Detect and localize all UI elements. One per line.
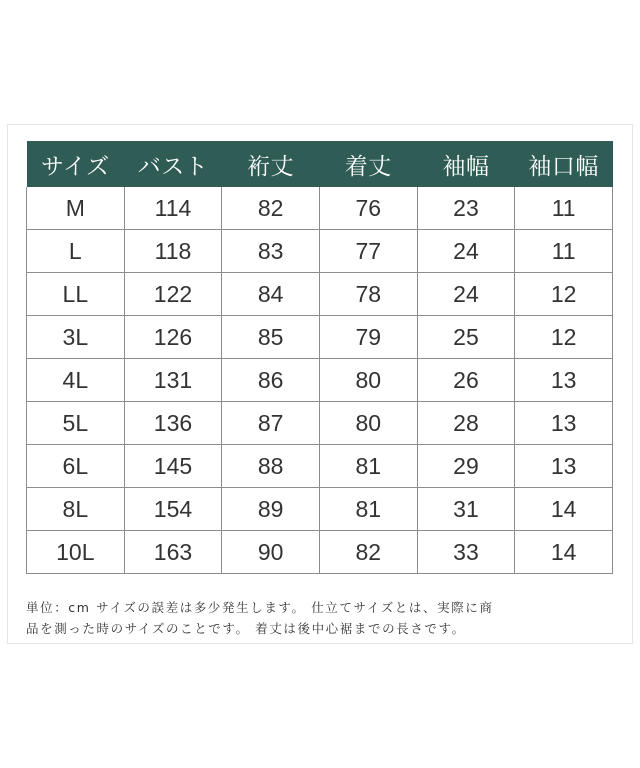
cell-body-length: 81 <box>319 445 417 488</box>
cell-size: 10L <box>27 531 125 574</box>
cell-sleeve-width: 33 <box>417 531 515 574</box>
header-bust: バスト <box>124 141 222 187</box>
table-row <box>27 273 613 316</box>
header-sleeve-length: 裄丈 <box>222 141 320 187</box>
cell-bust: 131 <box>124 359 222 402</box>
cell-sleeve-width: 29 <box>417 445 515 488</box>
cell-bust: 118 <box>124 230 222 273</box>
cell-bust: 145 <box>124 445 222 488</box>
cell-bust: 154 <box>124 488 222 531</box>
table-body <box>27 187 613 574</box>
header-sleeve-width: 袖幅 <box>417 141 515 187</box>
table-row <box>27 445 613 488</box>
cell-sleeve-width: 25 <box>417 316 515 359</box>
cell-sleeve-width: 28 <box>417 402 515 445</box>
cell-cuff-width: 14 <box>515 488 613 531</box>
cell-sleeve-length: 90 <box>222 531 320 574</box>
note-line-2: 品を測った時のサイズのことです。 着丈は後中心裾までの長さです。 <box>26 621 466 636</box>
cell-bust: 163 <box>124 531 222 574</box>
table-row <box>27 187 613 230</box>
cell-body-length: 80 <box>319 359 417 402</box>
cell-body-length: 76 <box>319 187 417 230</box>
size-table <box>26 141 613 574</box>
cell-cuff-width: 12 <box>515 316 613 359</box>
table-header-row <box>27 141 613 187</box>
table-row <box>27 531 613 574</box>
cell-sleeve-width: 26 <box>417 359 515 402</box>
note-line-1: 単位：cm サイズの誤差は多少発生します。 仕立てサイズとは、実際に商 <box>26 600 494 615</box>
cell-sleeve-length: 84 <box>222 273 320 316</box>
cell-cuff-width: 13 <box>515 359 613 402</box>
cell-cuff-width: 14 <box>515 531 613 574</box>
table-row <box>27 230 613 273</box>
header-body-length: 着丈 <box>319 141 417 187</box>
cell-sleeve-length: 83 <box>222 230 320 273</box>
cell-body-length: 78 <box>319 273 417 316</box>
cell-sleeve-width: 24 <box>417 230 515 273</box>
cell-cuff-width: 11 <box>515 187 613 230</box>
cell-size: L <box>27 230 125 273</box>
header-cuff-width: 袖口幅 <box>515 141 613 187</box>
cell-body-length: 82 <box>319 531 417 574</box>
table-row <box>27 488 613 531</box>
cell-bust: 122 <box>124 273 222 316</box>
cell-size: 5L <box>27 402 125 445</box>
cell-bust: 114 <box>124 187 222 230</box>
cell-cuff-width: 13 <box>515 445 613 488</box>
cell-sleeve-width: 31 <box>417 488 515 531</box>
cell-sleeve-length: 82 <box>222 187 320 230</box>
table-row <box>27 402 613 445</box>
cell-bust: 126 <box>124 316 222 359</box>
cell-body-length: 77 <box>319 230 417 273</box>
cell-bust: 136 <box>124 402 222 445</box>
cell-size: 6L <box>27 445 125 488</box>
cell-sleeve-length: 87 <box>222 402 320 445</box>
cell-sleeve-width: 24 <box>417 273 515 316</box>
size-note <box>26 597 616 639</box>
cell-size: 8L <box>27 488 125 531</box>
cell-sleeve-length: 86 <box>222 359 320 402</box>
table-row <box>27 359 613 402</box>
cell-sleeve-length: 85 <box>222 316 320 359</box>
cell-body-length: 80 <box>319 402 417 445</box>
cell-sleeve-length: 88 <box>222 445 320 488</box>
cell-body-length: 81 <box>319 488 417 531</box>
cell-sleeve-length: 89 <box>222 488 320 531</box>
cell-size: 4L <box>27 359 125 402</box>
cell-size: M <box>27 187 125 230</box>
table-row <box>27 316 613 359</box>
cell-size: LL <box>27 273 125 316</box>
cell-cuff-width: 11 <box>515 230 613 273</box>
cell-size: 3L <box>27 316 125 359</box>
header-size: サイズ <box>27 141 125 187</box>
cell-cuff-width: 12 <box>515 273 613 316</box>
cell-sleeve-width: 23 <box>417 187 515 230</box>
cell-cuff-width: 13 <box>515 402 613 445</box>
cell-body-length: 79 <box>319 316 417 359</box>
